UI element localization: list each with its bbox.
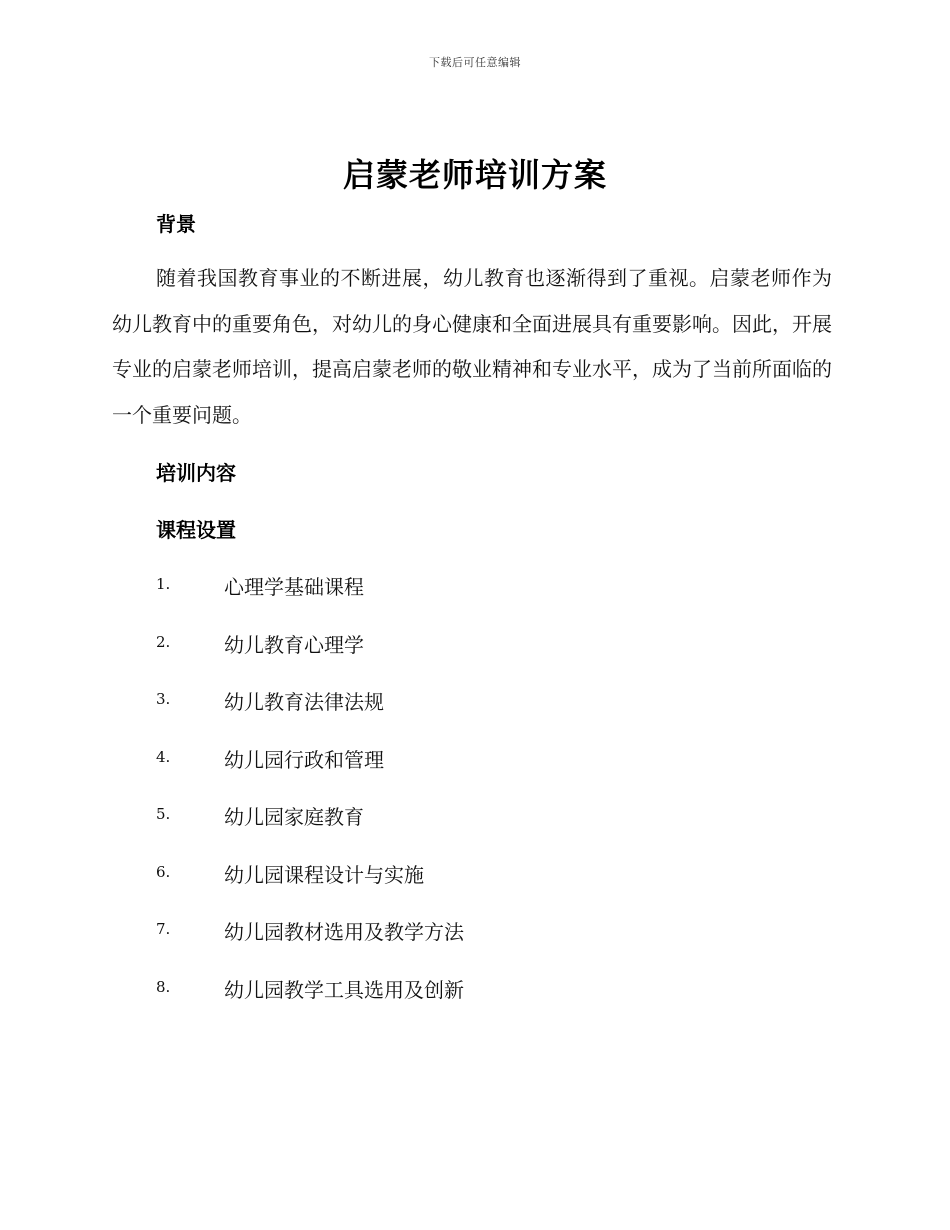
- list-item: [0, 736, 700, 794]
- list-item-label: 幼儿园教学工具选用及创新: [224, 977, 464, 1002]
- list-item-number: 6.: [156, 862, 171, 881]
- list-item-label: 幼儿园课程设计与实施: [224, 862, 424, 887]
- list-item-number: 2.: [156, 632, 171, 651]
- course-list: [0, 563, 700, 1023]
- header-note: 下载后可任意编辑: [429, 56, 521, 69]
- list-item-label: 幼儿园行政和管理: [224, 747, 384, 772]
- document-title: 启蒙老师培训方案: [342, 156, 607, 194]
- list-item-label: 幼儿园教材选用及教学方法: [224, 920, 464, 944]
- list-item: [0, 621, 700, 679]
- list-item: [0, 908, 700, 966]
- list-item-label: 心理学基础课程: [224, 575, 364, 599]
- background-paragraph: 随着我国教育事业的不断进展，幼儿教育也逐渐得到了重视。启蒙老师作为幼儿教育中的重要角色，对幼儿的身心健康和全面进展具有重要影响。因此，开展专业的启蒙老师培训，提高启蒙老师的敬业精神和专业水平，成为了当前所面临的一个重要问题。: [112, 266, 832, 427]
- list-item-label: 幼儿教育心理学: [224, 632, 364, 657]
- list-item-number: 5.: [156, 805, 171, 823]
- list-item-label: 幼儿园家庭教育: [224, 805, 364, 829]
- list-item-label: 幼儿教育法律法规: [224, 690, 384, 714]
- list-item: [0, 563, 700, 621]
- list-item-number: 1.: [156, 575, 171, 593]
- list-item: [0, 966, 700, 1024]
- list-item: [0, 851, 700, 909]
- list-item-number: 3.: [156, 690, 171, 708]
- list-item: [0, 678, 700, 736]
- list-item-number: 8.: [156, 977, 171, 996]
- list-item: [0, 793, 700, 851]
- course-settings-heading: 课程设置: [156, 518, 236, 542]
- list-item-number: 4.: [156, 747, 171, 766]
- training-content-heading: 培训内容: [156, 461, 236, 485]
- list-item-number: 7.: [156, 920, 171, 938]
- background-heading: 背景: [156, 212, 196, 236]
